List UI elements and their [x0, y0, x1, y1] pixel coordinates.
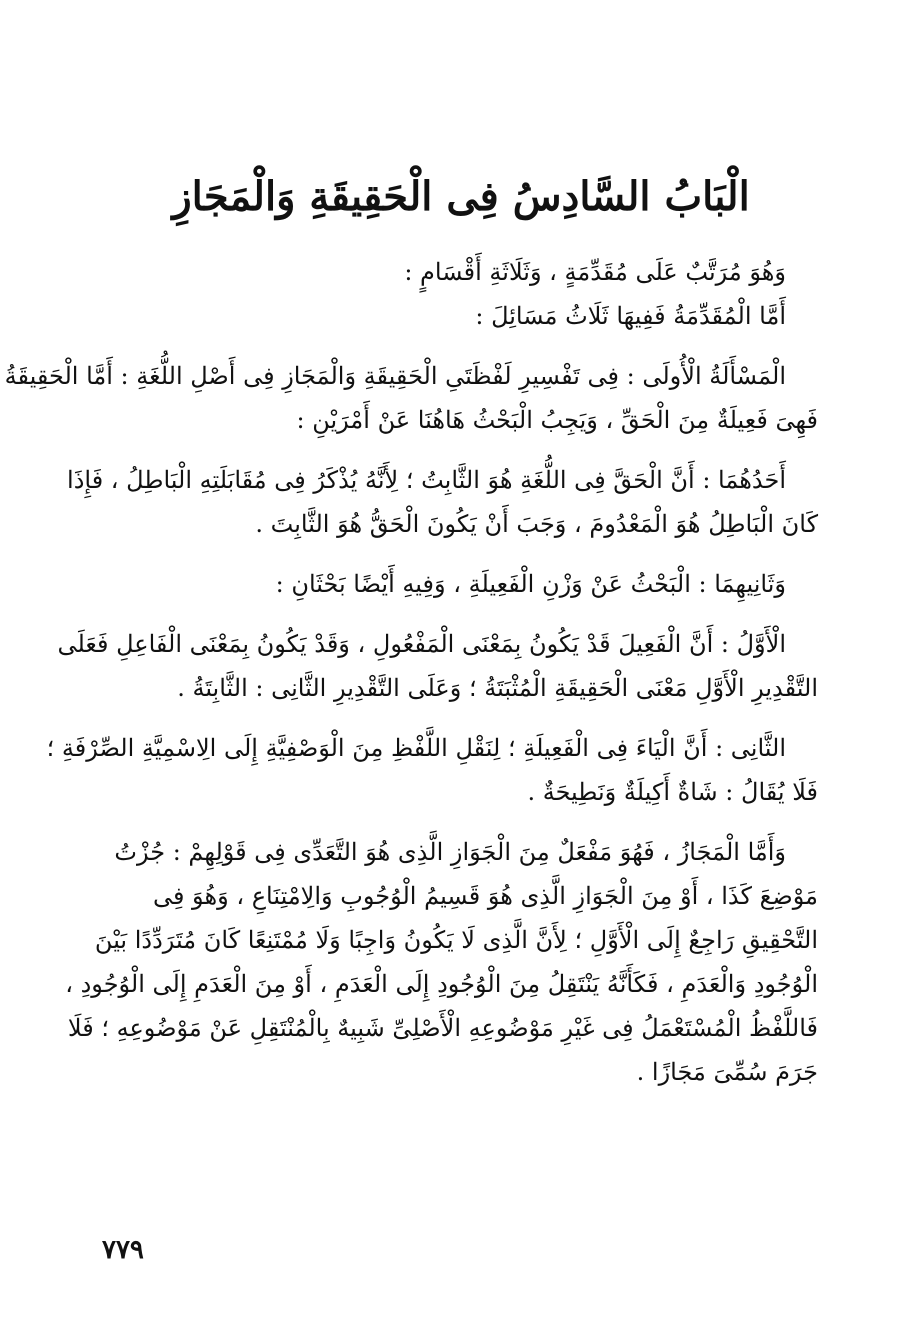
paragraph-gap [100, 546, 818, 562]
text-line: جَرَمَ سُمِّىَ مَجَازًا . [636, 1058, 818, 1086]
paragraph-ahaduhuma [67, 458, 818, 546]
text-line: أَحَدُهُمَا : أَنَّ الْحَقَّ فِى اللُّغَةِ هُوَ الثَّابِتُ ؛ لِأَنَّهُ يُذْكَرُ فِى مُقَابَلَتِهِ الْبَاطِلُ ، فَإِذَا [67, 466, 786, 494]
text-line: الْأَوَّلُ : أَنَّ الْفَعِيلَ قَدْ يَكُونُ بِمَعْنَى الْمَفْعُولِ ، وَقَدْ يَكُونُ بِمَعْنَى الْفَاعِلِ فَعَلَى [57, 630, 786, 658]
chapter-title: الْبَابُ السَّادِسُ فِى الْحَقِيقَةِ وَالْمَجَازِ [172, 173, 750, 220]
body-text [4, 250, 818, 1094]
text-line: وَهُوَ مُرَتَّبٌ عَلَى مُقَدِّمَةٍ ، وَثَلَاثَةِ أَقْسَامٍ : [404, 258, 786, 286]
paragraph-gap [100, 814, 818, 830]
text-line: فَهِىَ فَعِيلَةٌ مِنَ الْحَقِّ ، وَيَجِبُ الْبَحْثُ هَاهُنَا عَنْ أَمْرَيْنِ : [296, 406, 818, 434]
paragraph-masala-ula [4, 354, 818, 442]
paragraph-gap [100, 606, 818, 622]
text-line: الثَّانِى : أَنَّ الْيَاءَ فِى الْفَعِيلَةِ ؛ لِنَقْلِ اللَّفْظِ مِنَ الْوَصْفِيَّةِ إِلَى الِاسْمِيَّةِ الصِّرْفَةِ ؛ [46, 734, 786, 762]
paragraph-intro [100, 250, 818, 294]
text-line: التَّحْقِيقِ رَاجِعٌ إِلَى الْأَوَّلِ ؛ لِأَنَّ الَّذِى لَا يَكُونُ وَاجِبًا وَلَا مُمْتَنِعًا كَانَ مُتَرَدِّدًا بَيْنَ [94, 926, 818, 954]
text-line: وَأَمَّا الْمَجَازُ ، فَهُوَ مَفْعَلٌ مِنَ الْجَوَازِ الَّذِى هُوَ التَّعَدِّى فِى قَوْلِهِمْ : جُزْتُ [114, 838, 786, 866]
paragraph-awwal [57, 622, 818, 710]
paragraph-majaz [65, 830, 818, 1094]
paragraph-muqaddima [100, 294, 818, 338]
text-line: الْمَسْأَلَةُ الْأُولَى : فِى تَفْسِيرِ لَفْظَتَىِ الْحَقِيقَةِ وَالْمَجَازِ فِى أَصْلِ اللُّغَةِ : أَمَّا الْحَقِيقَةُ [4, 362, 786, 390]
paragraph-thanihima [100, 562, 818, 606]
text-line: مَوْضِعَ كَذَا ، أَوْ مِنَ الْجَوَازِ الَّذِى هُوَ قَسِيمُ الْوُجُوبِ وَالِامْتِنَاعِ ، وَهُوَ فِى [152, 882, 818, 910]
text-line: فَلَا يُقَالُ : شَاةٌ أَكِيلَةٌ وَنَطِيحَةٌ . [527, 778, 818, 806]
text-line: فَاللَّفْظُ الْمُسْتَعْمَلُ فِى غَيْرِ مَوْضُوعِهِ الْأَصْلِىِّ شَبِيهٌ بِالْمُنْتَقِلِ عَنْ مَوْضُوعِهِ ؛ فَلَا [67, 1014, 818, 1042]
text-line: التَّقْدِيرِ الْأَوَّلِ مَعْنَى الْحَقِيقَةِ الْمُثْبَتَةُ ؛ وَعَلَى التَّقْدِيرِ الثَّانِى : الثَّابِتَةُ . [177, 674, 818, 702]
paragraph-gap [100, 710, 818, 726]
text-line: الْوُجُودِ وَالْعَدَمِ ، فَكَأَنَّهُ يَنْتَقِلُ مِنَ الْوُجُودِ إِلَى الْعَدَمِ ، أَوْ مِنَ الْعَدَمِ إِلَى الْوُجُودِ ، [65, 970, 818, 998]
text-line: وَثَانِيهِمَا : الْبَحْثُ عَنْ وَزْنِ الْفَعِيلَةِ ، وَفِيهِ أَيْضًا بَحْثَانِ : [275, 570, 786, 598]
paragraph-thani [46, 726, 818, 814]
paragraph-gap [100, 442, 818, 458]
text-line: كَانَ الْبَاطِلُ هُوَ الْمَعْدُومَ ، وَجَبَ أَنْ يَكُونَ الْحَقُّ هُوَ الثَّابِتَ . [255, 510, 818, 538]
text-line: أَمَّا الْمُقَدِّمَةُ فَفِيهَا ثَلَاثُ مَسَائِلَ : [475, 302, 786, 330]
paragraph-gap [100, 338, 818, 354]
page-number: ٧٧٩ [102, 1235, 144, 1265]
